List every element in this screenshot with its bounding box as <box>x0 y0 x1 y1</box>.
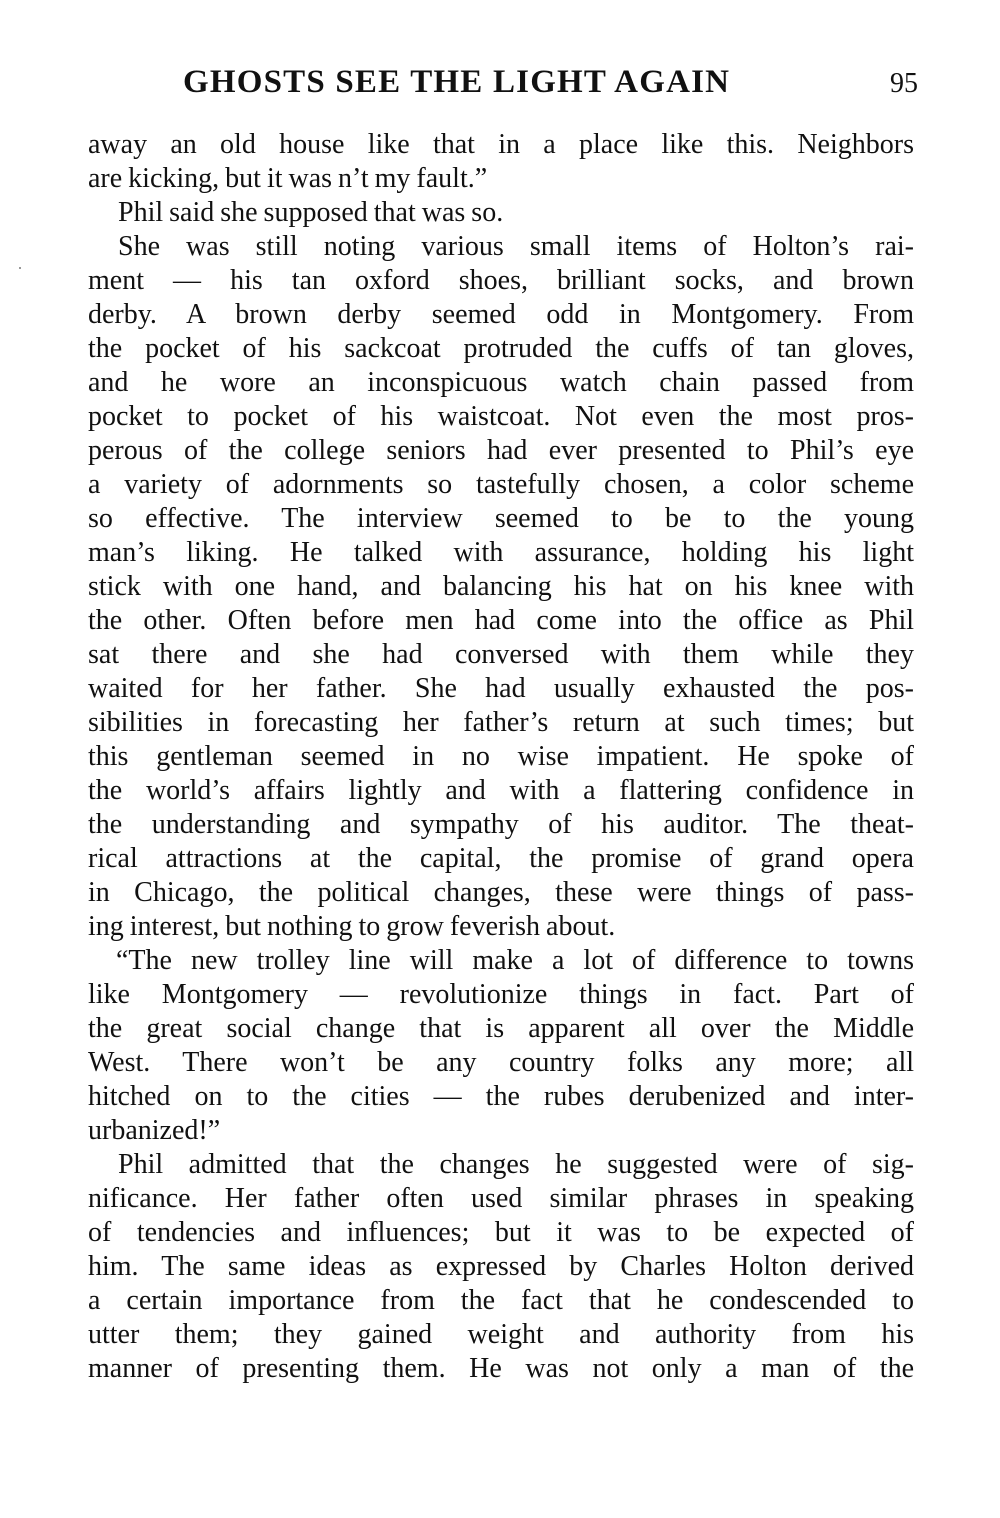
book-page <box>88 62 918 1386</box>
text-line: ment — his tan oxford shoes, brilliant socks, and brown <box>88 265 914 296</box>
text-line: sibilities in forecasting her father’s return at such times; but <box>88 707 914 738</box>
text-line: stick with one hand, and balancing his hat on his knee with <box>88 571 914 602</box>
text-line: are kicking, but it was n’t my fault.” <box>88 163 488 194</box>
text-line: and he wore an inconspicuous watch chain passed from <box>88 367 914 398</box>
text-line: away an old house like that in a place like this. Neighbors <box>88 129 914 160</box>
text-line: the pocket of his sackcoat protruded the cuffs of tan gloves, <box>88 333 914 364</box>
text-line: a certain importance from the fact that he condescended to <box>88 1285 914 1316</box>
body-text <box>88 128 914 1386</box>
text-line: this gentleman seemed in no wise impatient. He spoke of <box>88 741 914 772</box>
text-line: nificance. Her father often used similar phrases in speaking <box>88 1183 914 1214</box>
text-line: the understanding and sympathy of his auditor. The theat- <box>88 809 914 840</box>
text-line: urbanized!” <box>88 1115 221 1146</box>
text-line: a variety of adornments so tastefully chosen, a color scheme <box>88 469 914 500</box>
text-line: Phil admitted that the changes he suggested were of sig- <box>118 1149 914 1180</box>
text-line: him. The same ideas as expressed by Charles Holton derived <box>88 1251 914 1282</box>
running-header <box>88 62 918 110</box>
text-line: rical attractions at the capital, the promise of grand opera <box>88 843 914 874</box>
text-line: waited for her father. She had usually exhausted the pos- <box>88 673 914 704</box>
page-number: 95 <box>890 68 918 99</box>
text-line: so effective. The interview seemed to be to the young <box>88 503 914 534</box>
text-line: “The new trolley line will make a lot of difference to towns <box>116 945 914 976</box>
text-line: utter them; they gained weight and authority from his <box>88 1319 914 1350</box>
text-line: manner of presenting them. He was not only a man of the <box>88 1353 914 1384</box>
text-line: pocket to pocket of his waistcoat. Not even the most pros- <box>88 401 914 432</box>
text-line: of tendencies and influences; but it was to be expected of <box>88 1217 914 1248</box>
text-line: West. There won’t be any country folks any more; all <box>88 1047 914 1078</box>
text-line: the great social change that is apparent all over the Middle <box>88 1013 914 1044</box>
text-line: the other. Often before men had come into the office as Phil <box>88 605 914 636</box>
text-line: in Chicago, the political changes, these were things of pass- <box>88 877 914 908</box>
text-line: man’s liking. He talked with assurance, holding his light <box>88 537 914 568</box>
text-line: derby. A brown derby seemed odd in Montgomery. From <box>88 299 914 330</box>
scan-speck <box>19 267 21 269</box>
text-line: ing interest, but nothing to grow feverish about. <box>88 911 616 942</box>
text-line: Phil said she supposed that was so. <box>118 197 504 228</box>
text-line: hitched on to the cities — the rubes derubenized and inter- <box>88 1081 914 1112</box>
running-title: GHOSTS SEE THE LIGHT AGAIN <box>183 64 731 100</box>
text-line: like Montgomery — revolutionize things in fact. Part of <box>88 979 914 1010</box>
text-line: perous of the college seniors had ever presented to Phil’s eye <box>88 435 914 466</box>
text-line: sat there and she had conversed with them while they <box>88 639 914 670</box>
text-line: the world’s affairs lightly and with a flattering confidence in <box>88 775 914 806</box>
text-line: She was still noting various small items of Holton’s rai- <box>118 231 914 262</box>
